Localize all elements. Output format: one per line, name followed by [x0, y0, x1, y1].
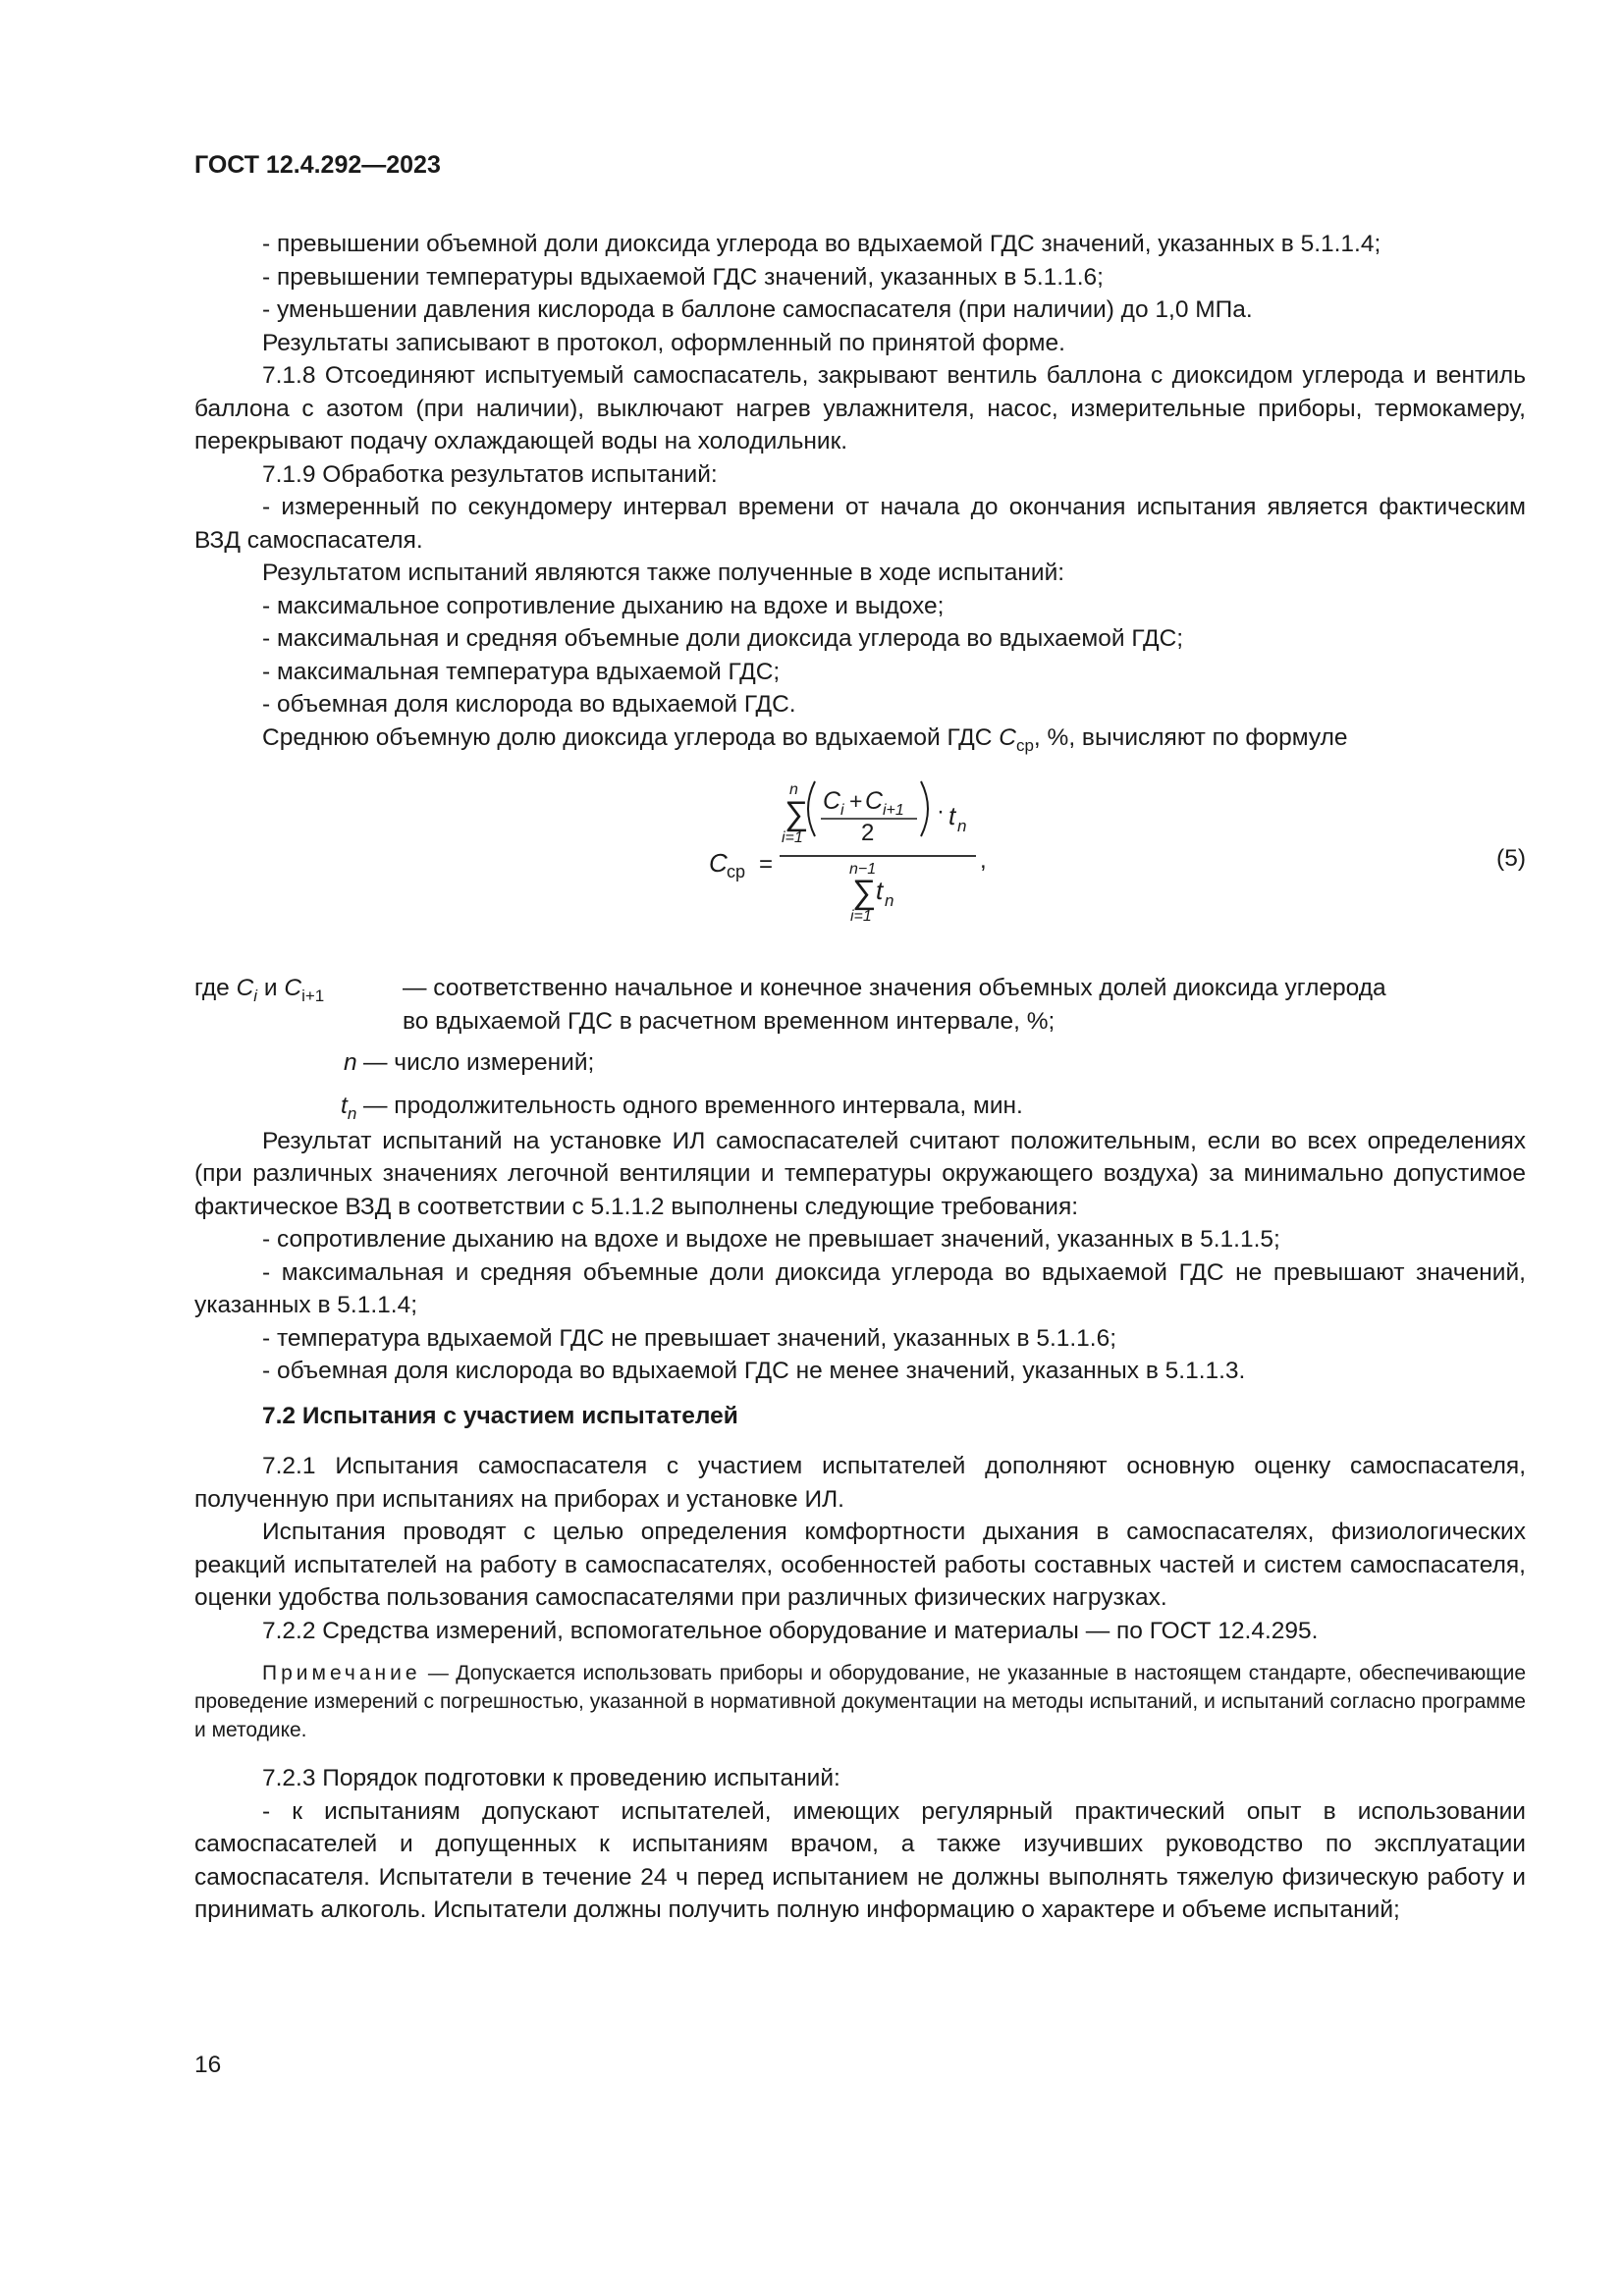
formula-t: t [948, 801, 956, 830]
formula-ci-sub: i [840, 802, 844, 819]
paragraph: - объемная доля кислорода во вдыхаемой ГДС не менее значений, указанных в 5.1.1.3. [262, 1358, 1246, 1384]
formula-eq: = [759, 851, 774, 878]
paragraphs-top [194, 228, 1526, 721]
formula-sum-top: n [789, 781, 798, 798]
formula-t-sub: n [957, 817, 967, 835]
formula-intro: Среднюю объемную долю диоксида углерода во вдыхаемой ГДС $C_{ср}$, %, вычисляют по формуле [262, 723, 1348, 755]
formula-ci1-sub: i+1 [883, 802, 904, 819]
paragraph: Результатом испытаний являются также полученные в ходе испытаний: [262, 560, 1065, 586]
paragraph: - превышении объемной доли диоксида углерода во вдыхаемой ГДС значений, указанных в 5.1.1.4; [262, 231, 1381, 257]
where-text-1: — соответственно начальное и конечное значения объемных долей диоксида углерода [403, 975, 1386, 1001]
paragraph: - температура вдыхаемой ГДС не превышает значений, указанных в 5.1.1.6; [262, 1324, 1117, 1352]
paragraph: - максимальная температура вдыхаемой ГДС; [262, 658, 781, 685]
formula-den-sum-bottom: i=1 [850, 908, 872, 925]
paragraph: - уменьшении давления кислорода в баллоне самоспасателя (при наличии) до 1,0 МПа. [262, 296, 1253, 323]
paragraph: - максимальная и средняя объемные доли диоксида углерода во вдыхаемой ГДС не превышают значений, указанных в 5.1.1.4; [194, 1258, 1526, 1318]
document-body [194, 228, 1526, 1927]
paragraph: - к испытаниям допускают испытателей, имеющих регулярный практический опыт в использовании самоспасателей и допущенных к испытаниям врачом, а также изучивших руководство по эксплуатации самоспасателя. Испытатели в течение 24 ч перед испытанием не должны выполнять тяжелую физическую работу и принимать алкоголь. Испытатели должны получить полную информацию о характере и объеме испытаний; [194, 1797, 1526, 1923]
paragraph: Испытания проводят с целью определения комфортности дыхания в самоспасателях, физиологических реакций испытателей на работу в самоспасателях, особенностей работы составных частей и систем самоспасателя, оценки удобства пользования самоспасателями при различных физических нагрузках. [194, 1519, 1526, 1611]
where-text-2: во вдыхаемой ГДС в расчетном временном интервале, %; [403, 1008, 1056, 1035]
paragraph: 7.2.3 Порядок подготовки к проведению испытаний: [262, 1765, 840, 1791]
paragraph: - максимальная и средняя объемные доли диоксида углерода во вдыхаемой ГДС; [262, 625, 1184, 652]
paragraph: Результат испытаний на установке ИЛ самоспасателей считают положительным, если во всех определениях (при различных значениях легочной вентиляции и температуры окружающего воздуха) за минимально допустимое фактическое ВЗД в соответствии с 5.1.1.2 выполнены следующие требования: [194, 1127, 1526, 1220]
document-header: ГОСТ 12.4.292—2023 [194, 151, 441, 179]
section-title: 7.2 Испытания с участием испытателей [262, 1402, 738, 1429]
paragraph: 7.1.8 Отсоединяют испытуемый самоспасатель, закрывают вентиль баллона с диоксидом углерода и вентиль баллона с азотом (при наличии), выключают нагрев увлажнителя, насос, измерительные приборы, термокамеру, перекрывают подачу охлаждающей воды на холодильник. [194, 362, 1526, 454]
formula-sum-bottom: i=1 [782, 829, 803, 846]
formula-sum-sign: ∑ [785, 795, 809, 832]
formula-5 [194, 777, 1526, 944]
formula-den-t: t [876, 876, 884, 905]
formula-den-t-sub: n [885, 891, 894, 910]
paragraphs-section [194, 1450, 1526, 1647]
formula-lhs: C [709, 848, 728, 878]
paragraph: 7.1.9 Обработка результатов испытаний: [262, 460, 718, 488]
paragraph: - измеренный по секундомеру интервал времени от начала до окончания испытания является фактическим ВЗД самоспасателя. [194, 494, 1526, 554]
paragraph: - максимальное сопротивление дыханию на вдохе и выдохе; [262, 592, 945, 619]
formula-number: (5) [1496, 845, 1526, 872]
paragraph: 7.2.2 Средства измерений, вспомогательное оборудование и материалы — по ГОСТ 12.4.295. [262, 1617, 1319, 1644]
formula-paren-left [808, 781, 815, 836]
formula-ci1: C [865, 787, 884, 815]
definitions [194, 1039, 1526, 1125]
definition-tn: $t_n$ — продолжительность одного временного интервала, мин. [341, 1092, 1023, 1123]
formula-paren-right [921, 781, 928, 836]
formula-lhs-sub: ср [727, 862, 746, 881]
page-number: 16 [194, 2052, 222, 2078]
formula-comma: , [980, 847, 987, 874]
paragraph: - объемная доля кислорода во вдыхаемой ГДС. [262, 691, 796, 718]
formula-den-sum-top: n−1 [849, 861, 877, 878]
paragraph: - превышении температуры вдыхаемой ГДС значений, указанных в 5.1.1.6; [262, 263, 1104, 291]
paragraph: - сопротивление дыханию на вдохе и выдохе не превышает значений, указанных в 5.1.1.5; [262, 1226, 1280, 1253]
formula-graphic [194, 777, 1526, 944]
note-text: — Допускается использовать приборы и оборудование, не указанные в настоящем стандарте, обеспечивающие проведение измерений с погрешностью, указанной в нормативной документации на методы испытаний, и испытаний согласно программе и методике. [194, 1662, 1526, 1741]
formula-ci: C [823, 787, 841, 815]
note [194, 1659, 1526, 1744]
paragraph: Результаты записывают в протокол, оформленный по принятой форме. [262, 329, 1065, 356]
formula-dot: · [937, 798, 945, 825]
formula-two: 2 [861, 820, 875, 846]
paragraph: 7.2.1 Испытания самоспасателя с участием испытателей дополняют основную оценку самоспасателя, полученную при испытаниях на приборах и установке ИЛ. [194, 1453, 1526, 1513]
definition-n: n — число измерений; [344, 1048, 595, 1076]
formula-den-sum-sign: ∑ [852, 874, 877, 911]
paragraphs-mid [194, 1125, 1526, 1388]
where-label: где $C_i$ и $C_{i+1}$ [194, 975, 325, 1005]
where-clause [194, 972, 1526, 1005]
formula-plus: + [849, 788, 863, 814]
note-label: Примечание [262, 1662, 421, 1684]
paragraphs-end [194, 1762, 1526, 1927]
